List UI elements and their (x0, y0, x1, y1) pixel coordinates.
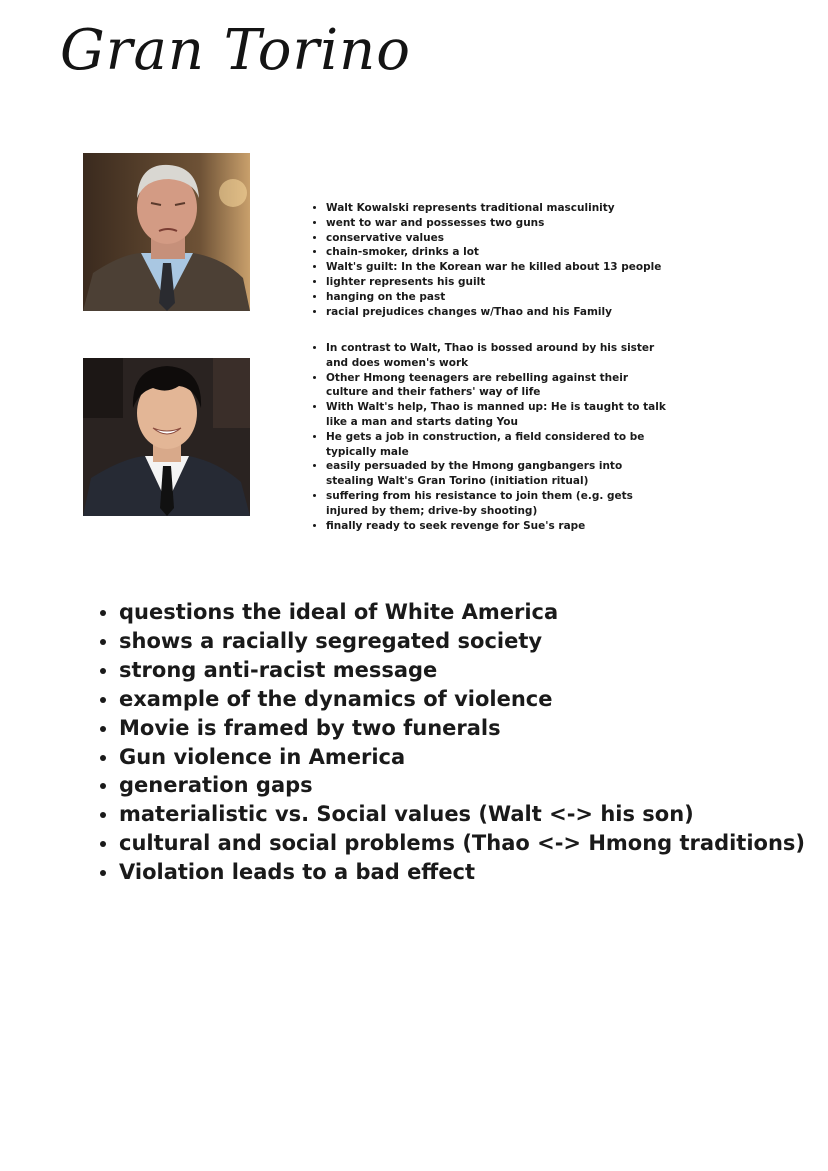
theme-item: • questions the ideal of White America (119, 598, 819, 627)
theme-item: • example of the dynamics of violence (119, 685, 819, 714)
walt-photo (83, 153, 250, 311)
list-item: • chain-smoker, drinks a lot (326, 245, 686, 260)
theme-item: • cultural and social problems (Thao <-> Hmong traditions) (119, 829, 819, 858)
theme-item: • Movie is framed by two funerals (119, 714, 819, 743)
list-item: • He gets a job in construction, a field considered to be typically male (326, 430, 671, 460)
list-item: • finally ready to seek revenge for Sue's rape (326, 519, 671, 534)
list-item: • Other Hmong teenagers are rebelling against their culture and their fathers' way of life (326, 371, 671, 401)
list-item: • lighter represents his guilt (326, 275, 686, 290)
walt-notes-list (312, 201, 686, 319)
page-title: Gran Torino (60, 18, 411, 83)
theme-item: • materialistic vs. Social values (Walt <-> his son) (119, 800, 819, 829)
thao-notes-list (312, 341, 671, 533)
list-item: • easily persuaded by the Hmong gangbangers into stealing Walt's Gran Torino (initiation ritual) (326, 459, 671, 489)
list-item: • hanging on the past (326, 290, 686, 305)
list-item: • conservative values (326, 231, 686, 246)
thao-portrait-image (83, 358, 250, 516)
walt-portrait-image (83, 153, 250, 311)
theme-item: • generation gaps (119, 771, 819, 800)
list-item: • Walt Kowalski represents traditional masculinity (326, 201, 686, 216)
theme-item: • shows a racially segregated society (119, 627, 819, 656)
list-item: • In contrast to Walt, Thao is bossed around by his sister and does women's work (326, 341, 671, 371)
list-item: • Walt's guilt: In the Korean war he killed about 13 people (326, 260, 686, 275)
list-item: • went to war and possesses two guns (326, 216, 686, 231)
list-item: • racial prejudices changes w/Thao and his Family (326, 305, 686, 320)
themes-list (91, 598, 819, 887)
theme-item: • Violation leads to a bad effect (119, 858, 819, 887)
theme-item: • Gun violence in America (119, 743, 819, 772)
thao-photo (83, 358, 250, 516)
list-item: • With Walt's help, Thao is manned up: He is taught to talk like a man and starts dating You (326, 400, 671, 430)
theme-item: • strong anti-racist message (119, 656, 819, 685)
list-item: • suffering from his resistance to join them (e.g. gets injured by them; drive-by shooting) (326, 489, 671, 519)
